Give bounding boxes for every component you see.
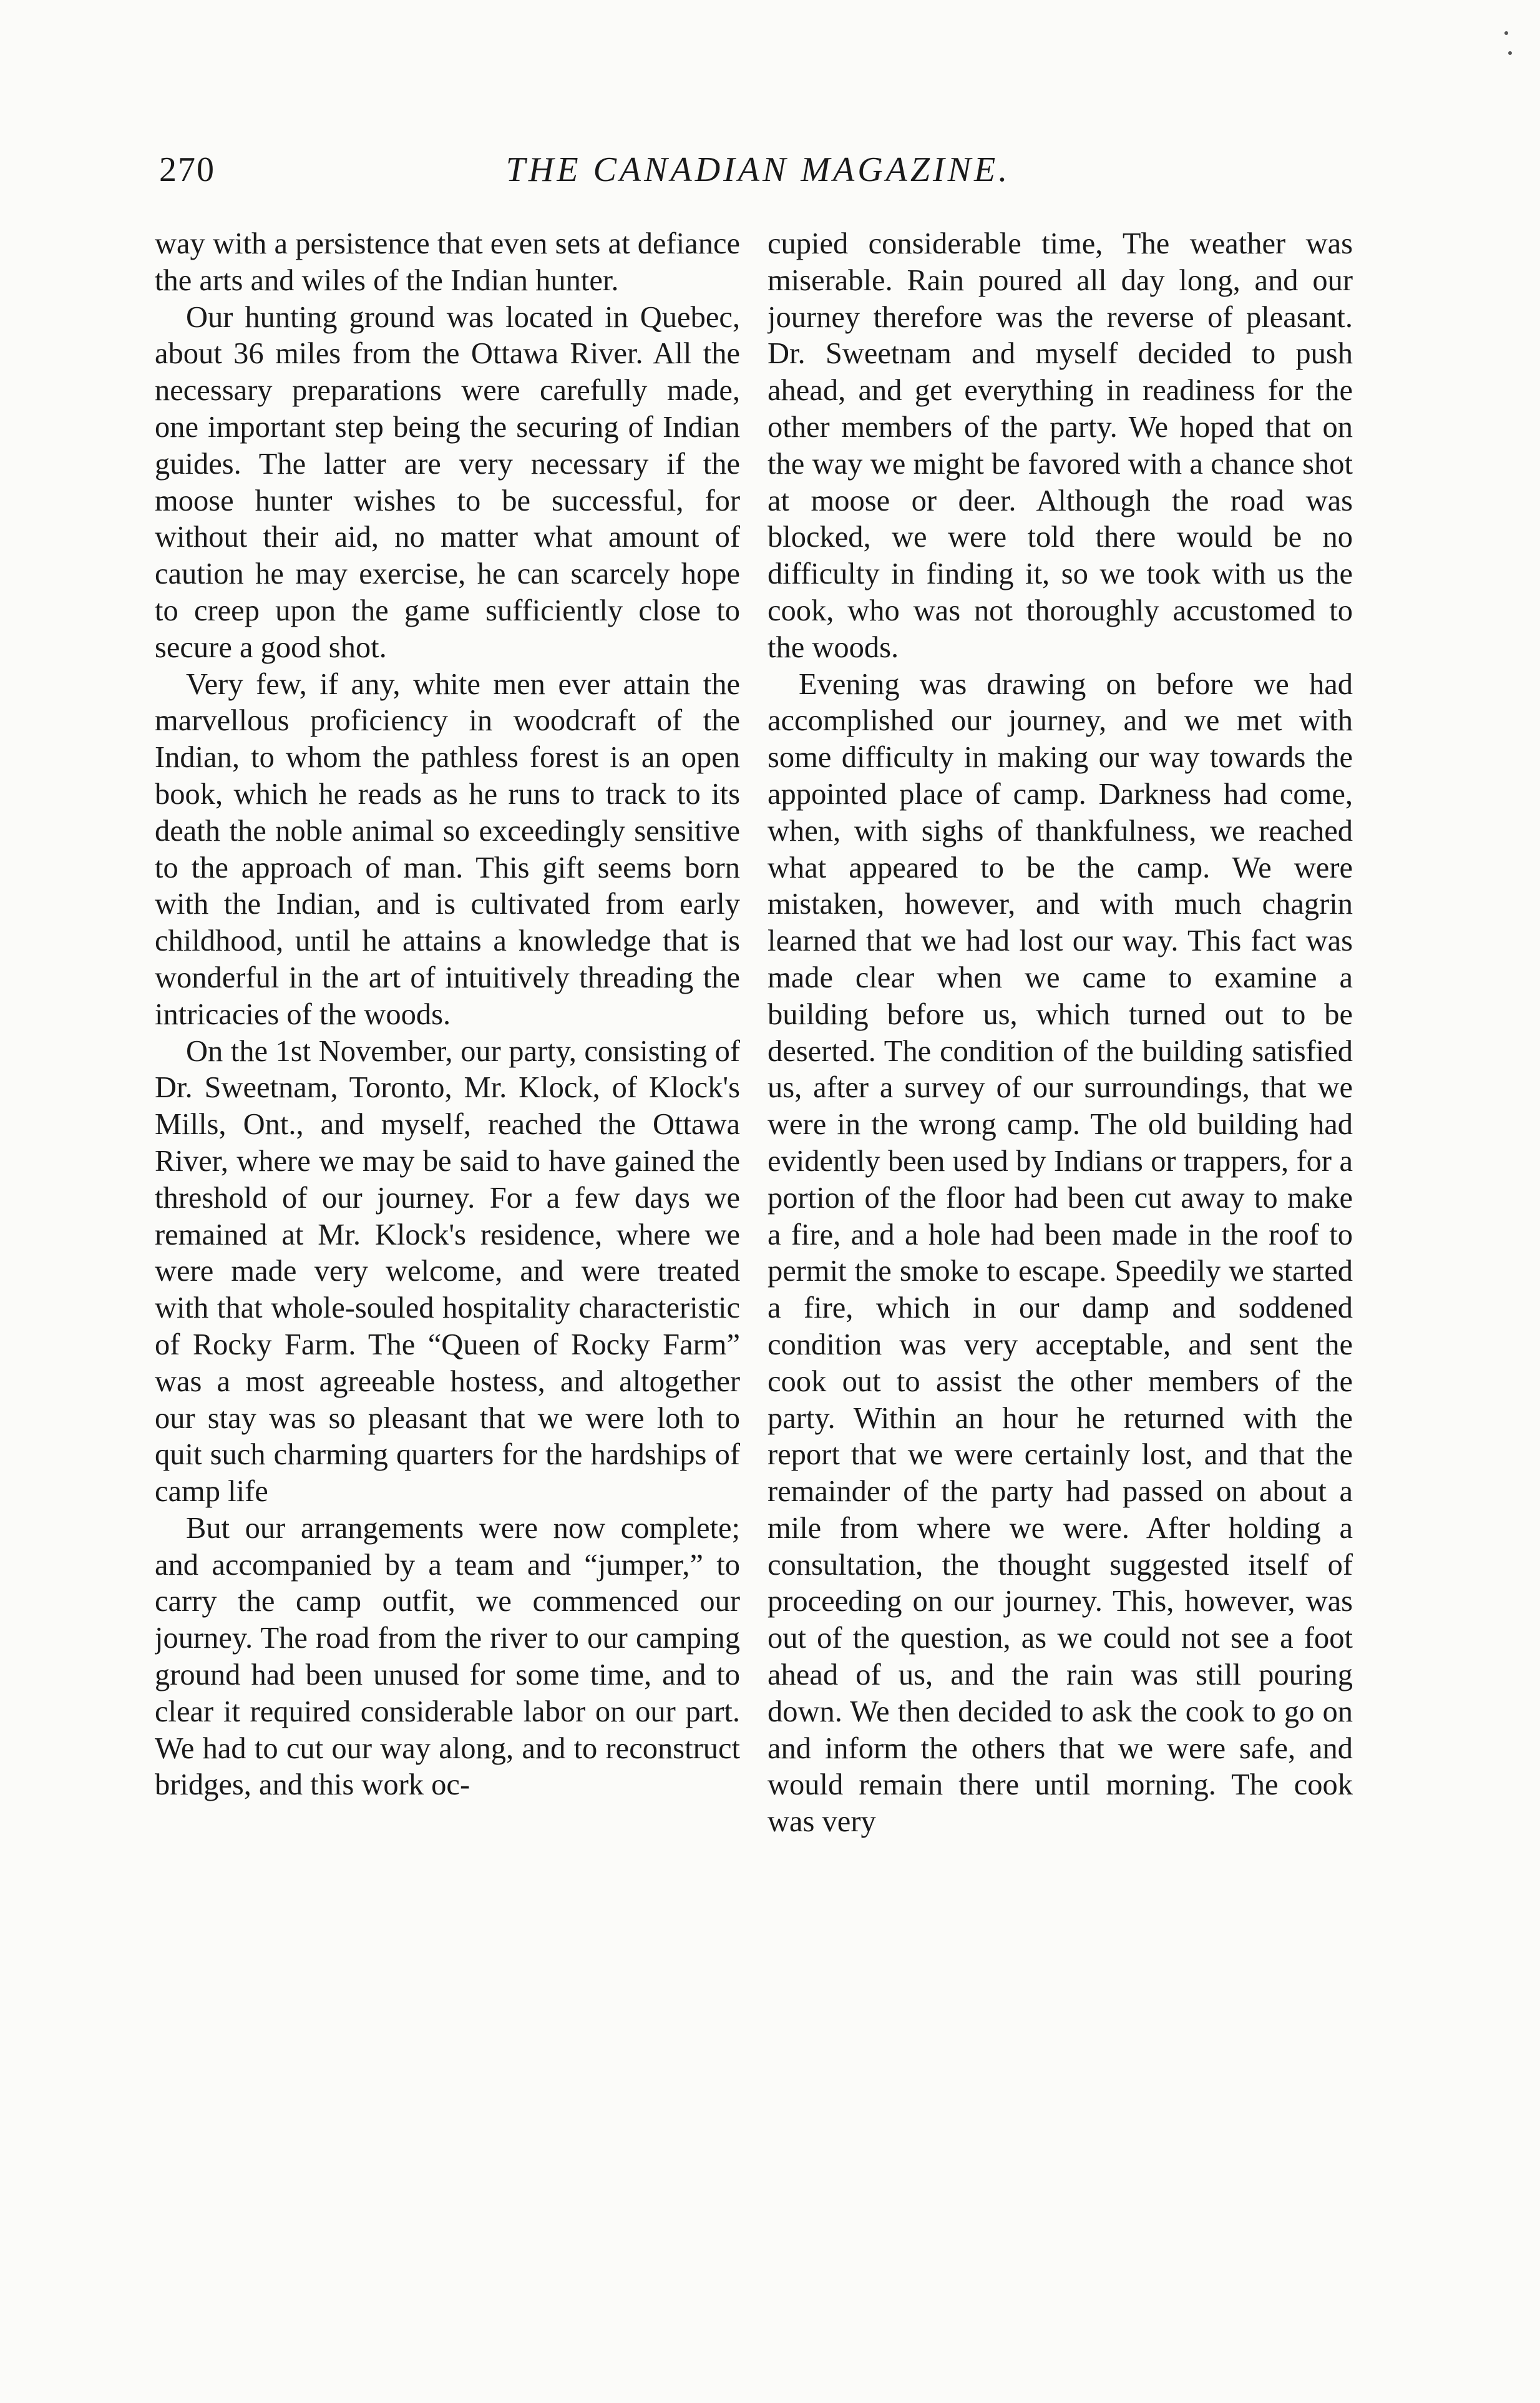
paragraph: Very few, if any, white men ever attain the marvellous proficiency in woodcraft of the Indian, to whom the pathless forest is an open book, which he reads as he runs to track to its death the noble animal so exceedingly sensitive to the approach of man. This gift seems born with the Indian, and is cultivated from early childhood, until he attains a knowledge that is wonderful in the art of intuitively threading the intricacies of the woods.	[155, 667, 740, 1031]
paragraph: Evening was drawing on before we had accomplished our journey, and we met with some difficulty in making our way towards the appointed place of camp. Darkness had come, when, with sighs of thankfulness, we reached what appeared to be the camp. We were mistaken, however, and with much chagrin learned that we had lost our way. This fact was made clear when we came to examine a building before us, which turned out to be deserted. The condition of the building satisfied us, after a survey of our surroundings, that we were in the wrong camp. The old building had evidently been used by Indians or trappers, for a portion of the floor had been cut away to make a fire, and a hole had been made in the roof to permit the smoke to escape. Speedily we started a fire, which in our damp and soddened condition was very acceptable, and sent the cook out to assist the other members of the party. Within an hour he returned with the report that we were certainly lost, and that the remainder of the party had passed on about a mile from where we were. After holding a consultation, the thought suggested itself of proceeding on our journey. This, however, was out of the question, as we could not see a foot ahead of us, and the rain was still pouring down. We then decided to ask the cook to go on and inform the others that we were safe, and would remain there until morning. The cook was very	[768, 667, 1353, 1839]
paragraph: cupied considerable time, The weather was miserable. Rain poured all day long, and our journey therefore was the reverse of pleasant. Dr. Sweetnam and myself decided to push ahead, and get everything in readiness for the other members of the party. We hoped that on the way we might be favored with a chance shot at moose or deer. Although the road was blocked, we were told there would be no difficulty in finding it, so we took with us the cook, who was not thoroughly accustomed to the woods.	[768, 227, 1353, 664]
paragraph: But our arrangements were now complete; and accompanied by a team and “jumper,” to carry the camp outfit, we commenced our journey. The road from the river to our camping ground had been unused for some time, and to clear it required considerable labor on our part. We had to cut our way along, and to reconstruct bridges, and this work oc-	[155, 1511, 740, 1802]
running-title: THE CANADIAN MAGAZINE.	[505, 150, 1011, 189]
paragraph: Our hunting ground was located in Quebec, about 36 miles from the Ottawa River. All the necessary preparations were carefully made, one important step being the securing of Indian guides. The latter are very necessary if the moose hunter wishes to be successful, for without their aid, no matter what amount of caution he may exercise, he can scarcely hope to creep upon the game sufficiently close to secure a good shot.	[155, 300, 740, 664]
page-header	[159, 150, 1357, 200]
paragraph: On the 1st November, our party, consisting of Dr. Sweetnam, Toronto, Mr. Klock, of Klock's Mills, Ont., and myself, reached the Ottawa River, where we may be said to have gained the threshold of our journey. For a few days we remained at Mr. Klock's residence, where we were made very welcome, and were treated with that whole-souled hospitality characteristic of Rocky Farm. The “Queen of Rocky Farm” was a most agreeable hostess, and altogether our stay was so pleasant that we were loth to quit such charming quarters for the hardships of camp life	[155, 1034, 740, 1509]
right-column	[768, 226, 1353, 2223]
page-number: 270	[159, 150, 215, 189]
margin-specks	[1499, 25, 1518, 62]
paragraph: way with a persistence that even sets at defiance the arts and wiles of the Indian hunter.	[155, 227, 740, 297]
left-column	[155, 226, 740, 2223]
